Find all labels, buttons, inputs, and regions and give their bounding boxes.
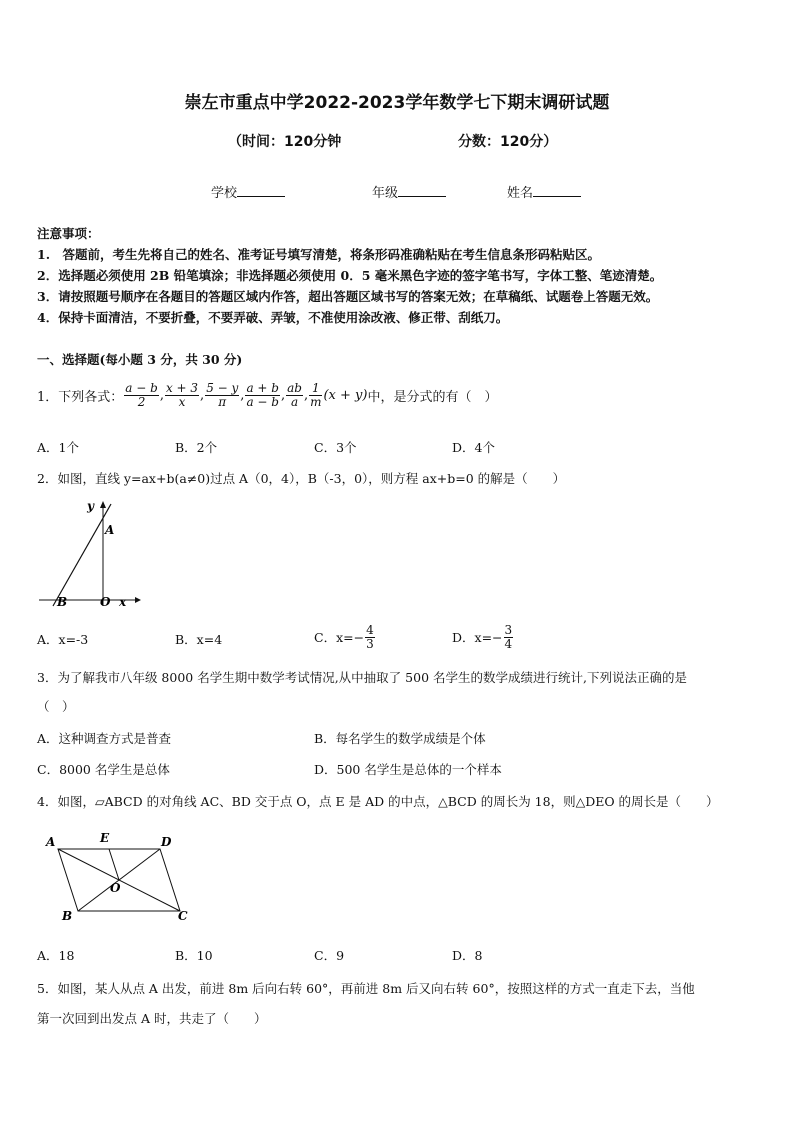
question-3-paren: （ ） — [37, 699, 75, 714]
name-blank[interactable] — [533, 184, 581, 197]
grade-field[interactable] — [372, 182, 446, 201]
label-o: O — [110, 881, 121, 895]
name-field[interactable] — [507, 182, 581, 201]
note-item: 2．选择题必须使用 2B 铅笔填涂；非选择题必须使用 0．5 毫米黑色字迹的签字笔书写，字体工整、笔迹清楚。 — [37, 268, 663, 283]
q1-prefix: 1．下列各式： — [37, 389, 124, 405]
label-b: B — [57, 595, 68, 609]
q4-parallelogram — [40, 826, 200, 926]
total-score: 分数：120分） — [458, 134, 558, 150]
option-c[interactable]: C．x=− $\frac{4}{3}$ — [314, 622, 374, 651]
fraction: $\frac{4}{3}$ — [366, 622, 374, 651]
q1-suffix: 中，是分式的有（ ） — [367, 389, 498, 405]
line-ab — [53, 504, 111, 606]
fraction: $\frac{1}{m}$ — [310, 380, 322, 409]
fraction: $\frac{3}{4}$ — [504, 622, 513, 651]
question-5-line2: 第一次回到出发点 A 时，共走了（ ） — [37, 1011, 267, 1026]
option-c[interactable]: C．9 — [314, 948, 345, 963]
option-d[interactable]: D．4个 — [452, 440, 495, 455]
label-a: A — [46, 835, 56, 849]
option-b[interactable]: B．10 — [175, 948, 213, 963]
name-label: 姓名 — [507, 186, 534, 201]
label-a: A — [105, 523, 115, 537]
option-a[interactable]: A．1个 — [37, 440, 79, 455]
option-b[interactable]: B．每名学生的数学成绩是个体 — [314, 731, 486, 746]
label-d: D — [161, 835, 172, 849]
option-a[interactable]: A．x=-3 — [37, 632, 89, 647]
label-e: E — [100, 831, 110, 845]
grade-blank[interactable] — [398, 184, 446, 197]
q2-line-graph — [37, 496, 147, 612]
fraction: $\frac{5 - y}{\pi}$ — [206, 380, 239, 409]
section-heading: 一、选择题(每小题 3 分，共 30 分) — [37, 352, 243, 367]
school-label: 学校 — [211, 186, 238, 201]
option-b[interactable]: B．2个 — [175, 440, 218, 455]
option-a[interactable]: A．18 — [37, 948, 75, 963]
q1-expr: (x + y) — [323, 387, 368, 403]
fraction: $\frac{ab}{a}$ — [287, 380, 302, 409]
question-1: 1．下列各式： $\frac{a - b}{2}$ , $\frac{x + 3}{x}$ , $\frac{5 - y}{\pi}$ , $\frac{a + b}{a - b}$ , $\frac{ab}{a}$ , $\frac{1}{m}$ (x + y) 中，是分式的有（ ） — [37, 380, 498, 409]
note-item: 3．请按照题号顺序在各题目的答题区域内作答，超出答题区域书写的答案无效；在草稿纸、试题卷上答题无效。 — [37, 289, 659, 304]
question-3-stem: 3．为了解我市八年级 8000 名学生期中数学考试情况,从中抽取了 500 名学生的数学成绩进行统计,下列说法正确的是 — [37, 670, 687, 685]
label-c: C — [178, 909, 188, 923]
fraction: $\frac{a + b}{a - b}$ — [246, 380, 279, 409]
label-b: B — [62, 909, 73, 923]
x-axis-arrow — [135, 597, 141, 603]
time-limit: （时间：120分钟 — [228, 134, 342, 150]
note-item: 1. 答题前，考生先将自己的姓名、准考证号填写清楚，将条形码准确粘贴在考生信息条形码粘贴区。 — [37, 247, 601, 262]
page-title: 崇左市重点中学2022-2023学年数学七下期末调研试题 — [184, 93, 610, 113]
question-5-line1: 5．如图，某人从点 A 出发，前进 8m 后向右转 60°，再前进 8m 后又向右转 60°，按照这样的方式一直走下去，当他 — [37, 981, 695, 996]
option-b[interactable]: B．x=4 — [175, 632, 223, 647]
option-d[interactable]: D．x=− $\frac{3}{4}$ — [452, 622, 513, 651]
question-4-stem: 4．如图，▱ABCD 的对角线 AC、BD 交于点 O，点 E 是 AD 的中点，△BCD 的周长为 18，则△DEO 的周长是（ ） — [37, 794, 719, 809]
option-a[interactable]: A．这种调查方式是普查 — [37, 731, 172, 746]
school-field[interactable] — [211, 182, 285, 201]
label-y: y — [87, 499, 94, 513]
grade-label: 年级 — [372, 186, 399, 201]
notes-heading: 注意事项： — [37, 226, 100, 241]
label-o: O — [100, 595, 111, 609]
label-x: x — [119, 595, 127, 609]
question-2-stem: 2．如图，直线 y=ax+b(a≠0)过点 A（0，4），B（-3，0），则方程 ax+b=0 的解是（ ） — [37, 471, 566, 486]
note-item: 4．保持卡面清洁，不要折叠，不要弄破、弄皱，不准使用涂改液、修正带、刮纸刀。 — [37, 310, 509, 325]
option-c[interactable]: C．8000 名学生是总体 — [37, 762, 170, 777]
fraction: $\frac{x + 3}{x}$ — [165, 380, 199, 409]
y-axis-arrow — [100, 501, 106, 508]
fraction: $\frac{a - b}{2}$ — [125, 380, 158, 409]
option-d[interactable]: D．500 名学生是总体的一个样本 — [314, 762, 502, 777]
option-d[interactable]: D．8 — [452, 948, 483, 963]
school-blank[interactable] — [237, 184, 285, 197]
option-c[interactable]: C．3个 — [314, 440, 357, 455]
